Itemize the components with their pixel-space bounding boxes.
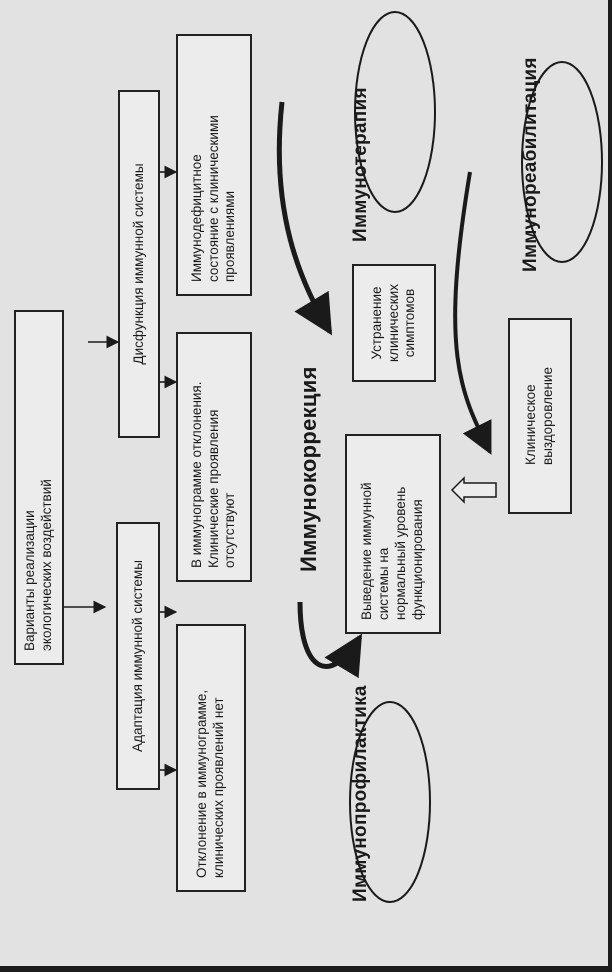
label-correction: Иммунокоррекция [296, 366, 321, 572]
curve-arrow-therapy [279, 102, 330, 332]
box-restore: Выведение иммунной системы на нормальный уровень функционирования [345, 434, 441, 634]
label-therapy: Иммунотерапия [350, 87, 371, 242]
hollow-arrow [452, 478, 496, 502]
box-deviation-no-clinical: Отклонение в иммунограмме, клинических проявлений нет [176, 624, 246, 892]
box-symptoms: Устранение клинических симптомов [352, 264, 436, 382]
box-immunodeficient: Иммунодефицитное состояние с клиническими проявлениями [176, 34, 252, 296]
curve-arrow-rehabilitation [455, 172, 490, 452]
box-deviation-absent: В иммунограмме отклонения. Клинические проявления отсутствуют [176, 332, 252, 582]
label-prophylaxis: Иммунопрофилактика [350, 685, 371, 902]
box-root: Варианты реализации экологических воздействий [14, 310, 64, 665]
box-adaptation: Адаптация иммунной системы [116, 522, 160, 790]
box-dysfunction: Дисфункция иммунной системы [118, 90, 160, 438]
label-rehabilitation: Иммунореабилитация [520, 57, 541, 272]
box-recovery: Клиническое выздоровление [508, 318, 572, 514]
